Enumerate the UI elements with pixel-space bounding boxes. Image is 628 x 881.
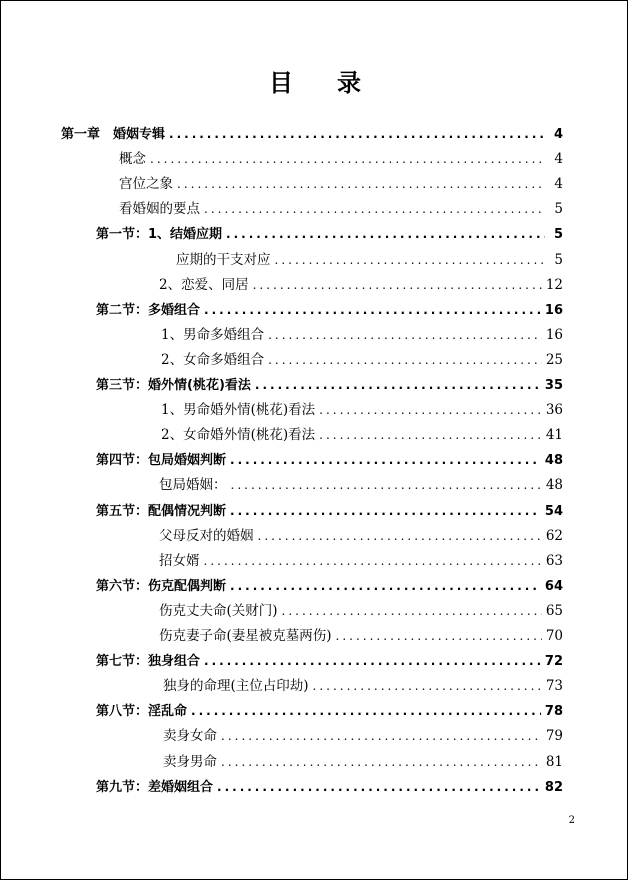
toc-leader-dots [319, 401, 542, 419]
toc-entry[interactable] [119, 175, 563, 193]
toc-entry-page: 54 [544, 503, 563, 519]
toc-entry[interactable] [96, 577, 563, 595]
toc-entry-page: 62 [545, 527, 563, 544]
toc-entry-label: 2、恋爱、同居 [159, 276, 249, 293]
toc-leader-dots [230, 451, 541, 469]
toc-entry[interactable] [163, 727, 563, 745]
toc-leader-dots [275, 251, 546, 269]
toc-entry-label: 第九节：差婚姻组合 [96, 779, 214, 795]
toc-entry-page: 64 [544, 578, 563, 594]
toc-entry[interactable] [96, 778, 563, 796]
toc-leader-dots [204, 652, 541, 670]
toc-entry-page: 12 [545, 276, 563, 293]
toc-entry-page: 73 [545, 678, 563, 695]
toc-leader-dots [204, 552, 542, 570]
toc-entry[interactable] [159, 476, 563, 494]
toc-leader-dots [319, 426, 542, 444]
toc-entry-page: 5 [553, 227, 563, 243]
toc-leader-dots [226, 225, 545, 243]
toc-leader-dots [268, 326, 542, 344]
toc-entry-page: 63 [545, 552, 563, 569]
toc-entry-page: 4 [553, 127, 563, 142]
toc-entry[interactable] [163, 753, 563, 771]
toc-entry[interactable] [119, 150, 563, 168]
toc-entry-label: 第一节：1、结婚应期 [96, 227, 223, 243]
toc-leader-dots [336, 627, 542, 645]
toc-entry-page: 4 [554, 176, 563, 193]
toc-entry-page: 72 [544, 654, 563, 670]
toc-leader-dots [221, 727, 542, 745]
toc-entry[interactable] [61, 125, 563, 143]
toc-entry[interactable] [159, 276, 563, 294]
toc-entry-label: 招女婿 [159, 552, 200, 569]
toc-leader-dots [231, 476, 542, 494]
table-of-contents [1, 1, 628, 881]
title-char: 录 [337, 69, 361, 97]
toc-entry-page: 70 [545, 628, 563, 644]
toc-entry-page: 35 [544, 378, 563, 393]
toc-entry-page: 48 [545, 477, 563, 494]
toc-entry-label: 父母反对的婚姻 [159, 527, 254, 544]
toc-entry-label: 第三节：婚外情(桃花)看法 [96, 378, 251, 393]
toc-entry-page: 36 [545, 402, 563, 419]
toc-entry[interactable] [96, 502, 563, 520]
toc-entry-label: 第五节：配偶情况判断 [96, 503, 227, 519]
toc-entry-page: 65 [545, 602, 563, 619]
toc-entry-page: 79 [545, 728, 563, 745]
toc-leader-dots [177, 175, 545, 193]
toc-entry[interactable] [96, 376, 563, 394]
toc-leader-dots [150, 150, 545, 168]
toc-entry[interactable] [159, 527, 563, 545]
toc-entry-page: 4 [554, 151, 563, 168]
toc-entry-label: 第八节：淫乱命 [96, 704, 188, 720]
page-number: 2 [568, 815, 575, 826]
toc-entry-label: 伤克妻子命(妻星被克墓两伤) [159, 628, 332, 644]
toc-leader-dots [313, 677, 542, 695]
toc-entry-label: 第二节：多婚组合 [96, 302, 201, 318]
toc-entry-page: 81 [545, 753, 563, 770]
toc-entry-page: 41 [545, 427, 563, 444]
toc-leader-dots [282, 602, 542, 620]
toc-entry[interactable] [96, 225, 563, 243]
toc-entry-label: 应期的干支对应 [176, 251, 271, 268]
toc-entry[interactable] [159, 627, 563, 645]
toc-entry-page: 82 [544, 779, 563, 795]
toc-entry-label: 第一章 婚姻专辑 [61, 127, 166, 142]
toc-entry-label: 独身的命理(主位占印劫) [163, 678, 309, 695]
toc-leader-dots [217, 778, 541, 796]
toc-entry[interactable] [161, 426, 563, 444]
toc-entry-label: 卖身女命 [163, 728, 217, 745]
title-char: 目 [269, 69, 293, 97]
toc-entry-page: 16 [545, 326, 563, 343]
toc-entry-label: 2、女命婚外情(桃花)看法 [161, 427, 316, 444]
toc-leader-dots [258, 527, 542, 545]
toc-entry[interactable] [96, 301, 563, 319]
toc-entry-label: 包局婚姻： [159, 477, 227, 494]
toc-leader-dots [268, 351, 542, 369]
toc-leader-dots [204, 301, 541, 319]
toc-entry-label: 第四节：包局婚姻判断 [96, 453, 227, 469]
toc-entry-page: 78 [544, 704, 563, 720]
toc-entry[interactable] [119, 200, 563, 218]
toc-leader-dots [230, 502, 541, 520]
toc-entry-label: 卖身男命 [163, 753, 217, 770]
toc-entry[interactable] [176, 251, 563, 269]
toc-entry-label: 第六节：伤克配偶判断 [96, 578, 227, 594]
toc-entry-page: 16 [544, 302, 563, 318]
toc-entry[interactable] [96, 451, 563, 469]
toc-entry-label: 概念 [119, 151, 146, 168]
toc-entry-page: 5 [554, 251, 563, 268]
toc-entry-label: 第七节：独身组合 [96, 654, 201, 670]
toc-leader-dots [221, 753, 542, 771]
toc-entry[interactable] [159, 602, 563, 620]
toc-leader-dots [255, 376, 541, 394]
toc-entry-label: 2、女命多婚组合 [161, 351, 265, 368]
toc-entry-page: 48 [544, 453, 563, 469]
toc-entry[interactable] [161, 326, 563, 344]
toc-entry[interactable] [159, 552, 563, 570]
toc-entry[interactable] [163, 677, 563, 695]
toc-entry-page: 25 [545, 351, 563, 368]
toc-leader-dots [230, 577, 541, 595]
toc-leader-dots [253, 276, 542, 294]
toc-entry-label: 宫位之象 [119, 176, 173, 193]
toc-entry[interactable] [161, 351, 563, 369]
toc-leader-dots [204, 200, 545, 218]
toc-entry[interactable] [161, 401, 563, 419]
toc-entry-label: 看婚姻的要点 [119, 201, 200, 218]
toc-entry[interactable] [96, 652, 563, 670]
toc-entry-label: 1、男命多婚组合 [161, 326, 265, 343]
toc-entry-label: 伤克丈夫命(关财门) [159, 602, 278, 619]
toc-entry-label: 1、男命婚外情(桃花)看法 [161, 402, 316, 419]
toc-leader-dots [191, 702, 541, 720]
toc-entry-page: 5 [554, 201, 563, 218]
toc-entry[interactable] [96, 702, 563, 720]
toc-leader-dots [169, 125, 545, 143]
